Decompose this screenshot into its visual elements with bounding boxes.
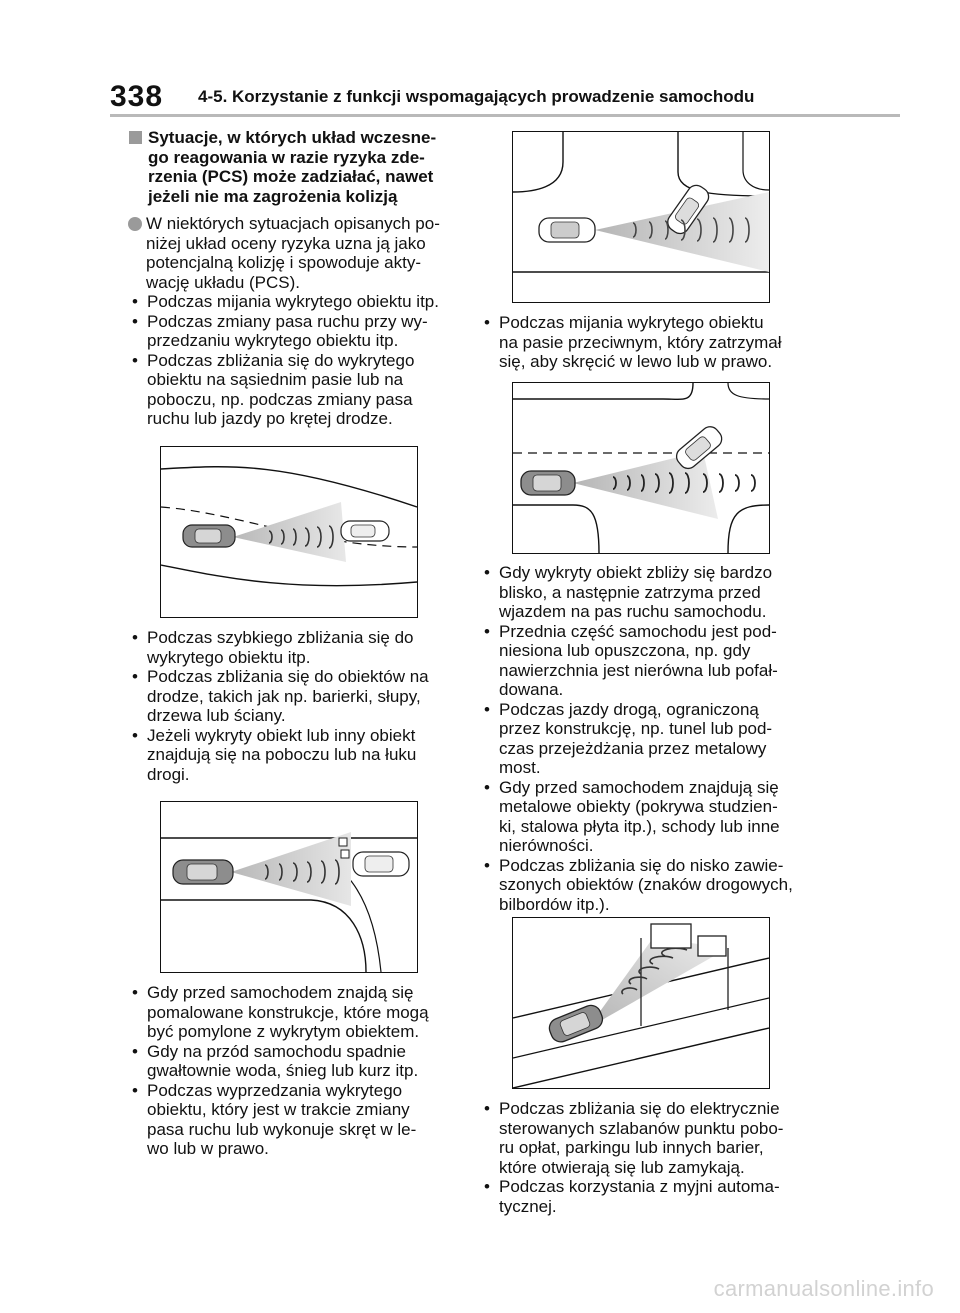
target-car-icon [341,521,389,541]
list-line: które otwierają się lub zamykają. [499,1157,745,1177]
list-line: • Podczas zmiany pasa ruchu przy wy- [147,311,428,331]
heading-line: go reagowania w razie ryzyka zde- [148,147,425,167]
list-line: • Podczas zbliżania się do elektrycznie [499,1099,780,1118]
list-line: • Gdy wykryty obiekt zbliży się bardzo [499,563,773,582]
list-line: być pomylone z wykrytym obiektem. [147,1022,420,1041]
curved-road-drawing [161,447,417,617]
list-item [480,856,810,915]
list-line: • Przednia część samochodu jest pod- [499,621,777,641]
list-line: ki, stalowa płyta itp.), schody lub inne [499,816,780,836]
list-line: na pasie przeciwnym, który zatrzymał [499,332,782,352]
list-line: • Podczas zbliżania się do obiektów na [147,667,429,686]
list-line: przedzaniu wykrytego obiektu itp. [147,331,399,350]
list-item [480,313,810,372]
list-line: drzewa lub ściany. [147,706,286,725]
list-line: • Podczas zbliżania się do wykrytego [147,350,415,370]
billboard-drawing [513,918,769,1088]
list-line: nierówności. [499,836,594,855]
road-curve-object-illustration [160,801,418,973]
list-line: pasa ruchu lub wykonuje skręt w le- [147,1119,417,1139]
list-item [480,778,810,856]
intro-line: potencjalną kolizję i spowoduje akty- [146,253,421,272]
section-heading [128,128,458,206]
watermark: carmanualsonline.info [713,1276,934,1301]
list-line: pomalowane konstrukcje, które mogą [147,1002,429,1022]
list-line: metalowe obiekty (pokrywa studzien- [499,797,778,816]
list-item [480,1177,810,1216]
list-line: drodze, takich jak np. barierki, słupy, [147,686,421,706]
list-line: poboczu, np. podczas zmiany pasa [147,389,413,409]
square-bullet-icon [129,131,142,144]
chapter-title: 4-5. Korzystanie z funkcji wspomagających prowadzenie samochodu [198,87,755,106]
list-item [128,1081,458,1159]
list-line: wjazdem na pas ruchu samochodu. [499,602,767,621]
list-line: • Podczas mijania wykrytego obiektu itp. [147,292,439,311]
left-column-top [128,128,458,429]
list-item [480,1099,810,1177]
list-line: • Gdy na przód samochodu spadnie [147,1041,406,1061]
list-line: • Podczas jazdy drogą, ograniczoną [499,699,759,719]
list-line: tycznej. [499,1196,557,1216]
lane-entry-drawing [513,383,769,553]
list-item [480,700,810,778]
list-line: czas przejeżdżania przez metalowy [499,738,767,758]
list-line: • Gdy przed samochodem znajdą się [147,983,414,1002]
list-line: • Podczas zbliżania się do nisko zawie- [499,855,784,875]
intro-line: niżej układ oceny ryzyka uzna ją jako [146,233,426,253]
list-item [128,292,458,312]
left-column-bottom [128,983,458,1159]
list-line: • Podczas wyprzedzania wykrytego [147,1080,403,1100]
approaching-lane-illustration [512,382,770,554]
oncoming-turn-illustration [512,131,770,303]
list-line: ru opłat, parkingu lub innych barier, [499,1138,764,1157]
intro-line: W niektórych sytuacjach opisanych po- [146,214,440,233]
list-line: gwałtownie woda, śnieg lub kurz itp. [147,1061,419,1080]
intro-paragraph [128,214,458,292]
right-column-top [480,313,810,372]
list-line: znajdują się na poboczu lub na łuku [147,745,417,764]
list-line: niesiona lub opuszczona, np. gdy [499,641,751,660]
heading-line: Sytuacje, w których układ wczesne- [148,128,437,147]
billboard-illustration [512,917,770,1089]
list-line: obiektu, który jest w trakcie zmiany [147,1100,410,1119]
target-car-icon [353,852,409,876]
intro-line: wację układu (PCS). [146,272,301,292]
circle-bullet-icon [128,217,142,231]
list-line: sterowanych szlabanów punktu pobo- [499,1118,784,1138]
right-column-bottom [480,1099,810,1216]
list-item [128,667,458,726]
list-line: • Podczas korzystania z myjni automa- [499,1177,780,1196]
list-line: bilbordów itp.). [499,894,610,914]
list-item [128,726,458,785]
list-item [480,622,810,700]
left-column-middle [128,628,458,784]
list-line: ruchu lub jazdy po krętej drodze. [147,409,393,428]
heading-line: rzenia (PCS) może zadziałać, nawet [148,167,434,186]
list-line: most. [499,758,541,777]
intersection-drawing [513,132,769,302]
list-item [128,351,458,429]
header-divider [110,114,900,117]
list-line: wo lub w prawo. [147,1139,269,1158]
list-item [128,312,458,351]
heading-line: jeżeli nie ma zagrożenia kolizją [148,186,398,206]
list-line: • Podczas mijania wykrytego obiektu [499,313,764,332]
list-line: • Jeżeli wykryty obiekt lub inny obiekt [147,725,416,745]
list-item [128,983,458,1042]
curved-road-illustration [160,446,418,618]
right-column-middle [480,563,810,914]
list-item [480,563,810,622]
list-line: przez konstrukcję, np. tunel lub pod- [499,719,773,738]
list-line: wykrytego obiektu itp. [147,647,311,667]
page-number: 338 [110,80,164,113]
list-item [128,1042,458,1081]
list-line: • Podczas szybkiego zbliżania się do [147,628,414,647]
list-item [128,628,458,667]
list-line: drogi. [147,764,190,784]
own-car-icon [539,218,595,242]
road-curve-drawing [161,802,417,972]
own-car-icon [521,471,575,495]
list-line: nawierzchnia jest nierówna lub pofał- [499,660,778,680]
list-line: szonych obiektów (znaków drogowych, [499,875,793,894]
list-line: obiektu na sąsiednim pasie lub na [147,370,404,389]
list-line: • Gdy przed samochodem znajdują się [499,777,779,797]
list-line: dowana. [499,680,564,699]
list-line: się, aby skręcić w lewo lub w prawo. [499,352,773,371]
own-car-icon [183,525,235,547]
list-line: blisko, a następnie zatrzyma przed [499,582,761,602]
own-car-icon [173,860,233,884]
